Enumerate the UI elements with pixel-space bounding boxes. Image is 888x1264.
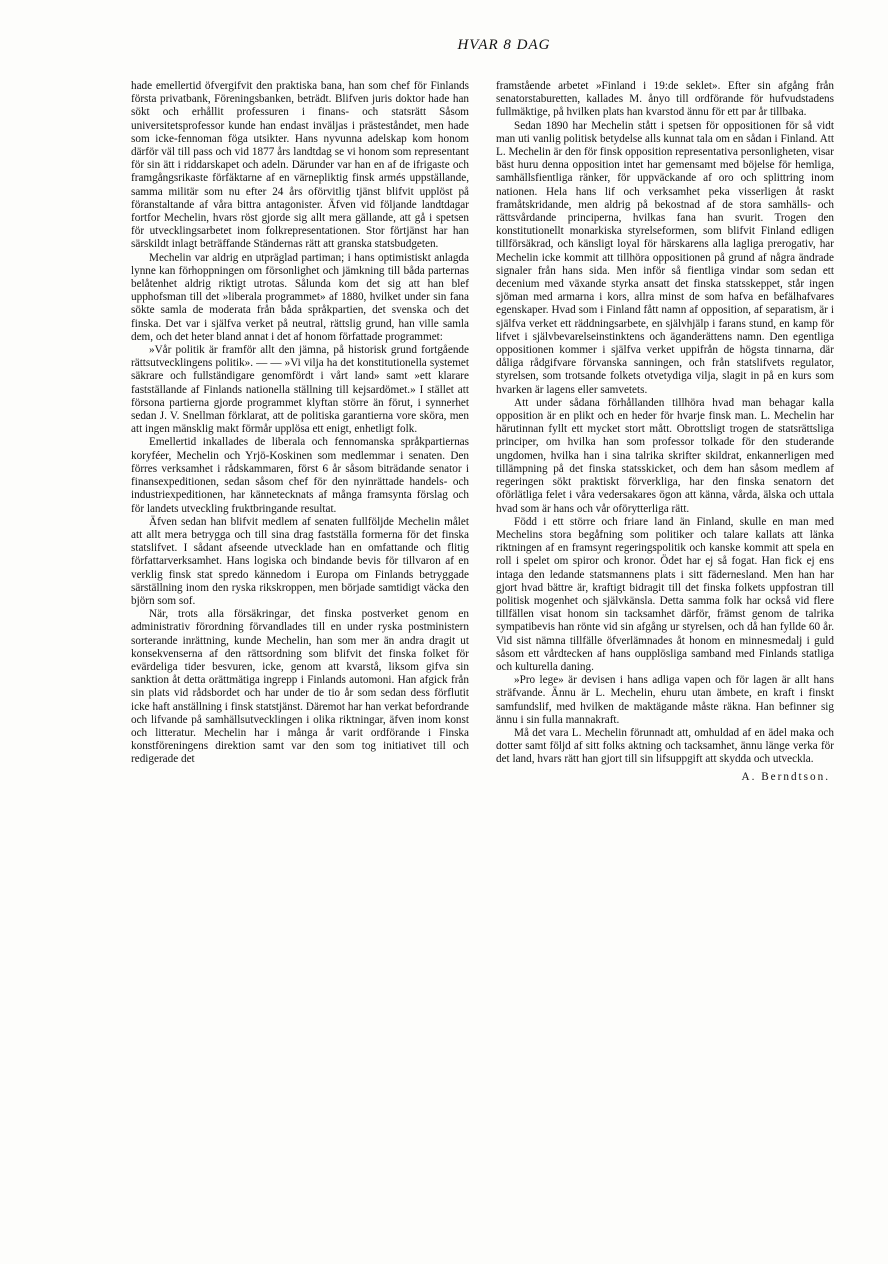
paragraph: Mechelin var aldrig en utpräglad partiman; i hans optimistiskt anlagda lynne kan förhoppningen om försonlighet och jämkning till båda parternas belåtenhet aldrig riktigt utrotas. Sålunda kom det sig att han blef upphofsman till det »liberala programmet» af 1880, hvilket under sin fana sökte samla de moderata från båda språkpartien, det svenska och det finska. Det var i själfva verket på neutral, rättslig grund, han ville samla dem, och det heter bland annat i det af honom författade programmet:: [131, 251, 469, 343]
paragraph: Född i ett större och friare land än Finland, skulle en man med Mechelins stora begåfning som politiker och talare kallats att länka riktningen af en framsynt regeringspolitik och kanske kommit att spela en roll i spelet om spiror och kronor. Ödet har ej så fogat. Han fick ej ens intaga den ledande statsmannens plats i sitt fädernesland. Men han har gjort hvad bättre är, kraftigt bidragit till det finska folkets uppfostran till politisk mogenhet och självkänsla. Detta samma folk har också vid flere tillfällen visat honom sin tacksamhet därför, främst genom de talrika sympatibevis han rönte vid sin afgång ur styrelsen, och då han fyllde 60 år. Vid sist nämna tillfälle öfverlämnades åt honom en minnesmedalj i guld såsom ett vårdtecken af hans oupplösliga samband med Finlands statliga och kulturella daning.: [496, 515, 834, 673]
page-header: [0, 36, 888, 54]
paragraph: framstående arbetet »Finland i 19:de seklet». Efter sin afgång från senatorstaburetten, kallades M. ånyo till ordförande för hufvudstadens fullmäktige, på hvilken plats han kvarstod ännu för ett par år tillbaka.: [496, 80, 834, 119]
running-title: HVAR 8 DAG: [457, 37, 551, 53]
paragraph: Sedan 1890 har Mechelin stått i spetsen för oppositionen för så vidt man uti vanlig politisk betydelse alls kunnat tala om en sådan i Finland. Att L. Mechelin är den för finsk opposition representativa personligheten, visar bäst huru denna opposition intet har gemensamt med böjelse för hemliga, samhällsfientliga ränker, för uppväckande af oro och splittring inom nationen. Hela hans lif och verksamhet peka visserligen åt raskt framåtskridande, men aldrig på bekostnad af de stora samhälls- och rättsvårdande principerna, hvilkas fana han svurit. Trogen den konstitutionellt monarkiska styrelseformen, som blifvit Finland edligen tillförsäkrad, och känsligt loyal för härskarens alla lagliga prerogativ, har Mechelin icke kommit att tillhöra oppositionen på grund af några ändrade signaler från hans sida. Men inför så fientliga vindar som sedan ett decenium med växande styrka ansatt det finska statsskeppet, står ingen sjöman med armarna i kors, allra minst de som hafva en befälhafvares egenskaper. Hvad som i Finland fått namn af opposition, af separatism, är i själfva verket ett räddningsarbete, en självhjälp i farans stund, en kamp för lifvet i självbevarelseinstinktens och äganderättens namn. Den egentliga oppositionen kommer i själfva verket uppifrån de högsta tinnarna, där dåliga rådgifvare förvanska sanningen, och från statslifvets regulator, styrelsen, som trotsande folkets otvetydiga vilja, slagit in på en kurs som hvarken är lagens eller samvetets.: [496, 119, 834, 396]
paragraph: Emellertid inkallades de liberala och fennomanska språkpartiernas koryféer, Mechelin och Yrjö-Koskinen som medlemmar i senaten. Den förres verksamhet i rådskammaren, först 6 år såsom biträdande senator i finansexpeditionen, sedan såsom chef för den nyinrättade handels- och industriexpeditionen, har kännetecknats af många framsynta förslag och för landets utveckling fruktbringande resultat.: [131, 436, 469, 515]
paragraph: hade emellertid öfvergifvit den praktiska bana, han som chef för Finlands första privatbank, Föreningsbanken, beträdt. Blifven juris doktor hade han sökt och erhållit professuren i finans- och statsrätt Såsom universitetsprofessor kunde han endast inväljas i prästeståndet, men hade som icke-fennoman föga utsikter. Hans nyvunna adelskap kom honom därför väl till pass och vid 1877 års landtdag se vi honom som representant för sin ätt i riddarskapet och adeln. Därunder var han en af de ifrigaste och framgångsrikaste förfäktarne af en värnepliktig finsk armés uppställande, samma militär som nu efter 24 års oförvitlig tjänst blifvit upplöst på föranstaltande af våra bittra antagonister. Äfven vid följande landtdagar fortfor Mechelin, hvars röst gjorde sig allt mera gällande, att gå i spetsen för utvecklingsarbetet inom folkrepresentationen. Stor förtjänst har han särskildt inlagt beträffande Ständernas rätt att granska statsbudgeten.: [131, 80, 469, 251]
right-column: [496, 80, 834, 784]
author-signature: A. Berndtson.: [741, 770, 830, 783]
paragraph: Må det vara L. Mechelin förunnadt att, omhuldad af en ädel maka och dotter samt följd af sitt folks aktning och tacksamhet, ännu länge verka för det land, hvars rätt han gjort till sin lifsuppgift att skydda och utveckla.: [496, 726, 834, 766]
paragraph: Äfven sedan han blifvit medlem af senaten fullföljde Mechelin målet att allt mera betrygga och till sina drag fastställa formerna för det finska statslifvet. I sådant afseende utvecklade han en omfattande och flitig författarverksamhet. Hans logiska och bindande bevis för tillvaron af en verklig finsk stat spredo kännedom i Europa om Finlands betryggade särställning inom den ryska rikskroppen, men började samtidigt väcka den björn som sof.: [131, 515, 469, 607]
paragraph: Att under sådana förhållanden tillhöra hvad man behagar kalla opposition är en plikt och en heder för hvarje finsk man. L. Mechelin har härutinnan fyllt ett mycket stort mått. Obrottsligt trogen de statsrättsliga principer, om hvilka han som professor tolkade för den studerande ungdomen, hvilka han i sina talrika skrifter skildrat, enkannerligen med tillämpning på det finska statsskicket, och dem han såsom medlem af regeringen sökt praktiskt förverkliga, har den finska senatorn det oförlätliga felet i våra vedersakares ögon att känna, vårda, älska och uttala hvad som är hans och vår oförytterliga rätt.: [496, 396, 834, 515]
paragraph: »Vår politik är framför allt den jämna, på historisk grund fortgående rättsutvecklingens politik». — — »Vi vilja ha det konstitutionella systemet säkrare och fullständigare genomfördt i vårt land» samt »ett klarare fastställande af Finlands nationella ställning till kejsardömet.» I stället att försona partierna gjorde programmet klyftan större än förut, i synnerhet sedan J. V. Snellman förklarat, att de politiska garantierna vore sköra, men att ingen mänsklig makt förmår upplösa ett enigt, enhetligt folk.: [131, 344, 469, 436]
left-column: [131, 80, 469, 767]
paragraph: »Pro lege» är devisen i hans adliga vapen och för lagen är allt hans sträfvande. Ännu är L. Mechelin, ehuru utan ämbete, en kraft i finskt samfundslif, med hvilken de maktägande måste räkna. Han befinner sig ännu i sin fulla mannakraft.: [496, 674, 834, 726]
paragraph: När, trots alla försäkringar, det finska postverket genom en administrativ förordning förvandlades till en under ryska postministern sorterande inrättning, kunde Mechelin, han som mer än andra dragit ut konsekvenserna af den rättsordning som blifvit det finska folket för evärdeliga tider besvuren, icke, genom att kvarstå, liksom gifva sin sanktion åt detta orättmätiga ingrepp i Finlands automoni. Han afgick från sin plats vid rådsbordet och har under de tio år som sedan dess förflutit icke haft anställning i finsk statstjänst. Däremot har han verkat befordrande och lifvande på samhällsutvecklingen i olika riktningar, äfven inom konst och litteratur. Mechelin har i många år varit ordförande i Finska konstföreningens direktion samt var den som tog initiativet till och redigerade det: [131, 608, 469, 766]
